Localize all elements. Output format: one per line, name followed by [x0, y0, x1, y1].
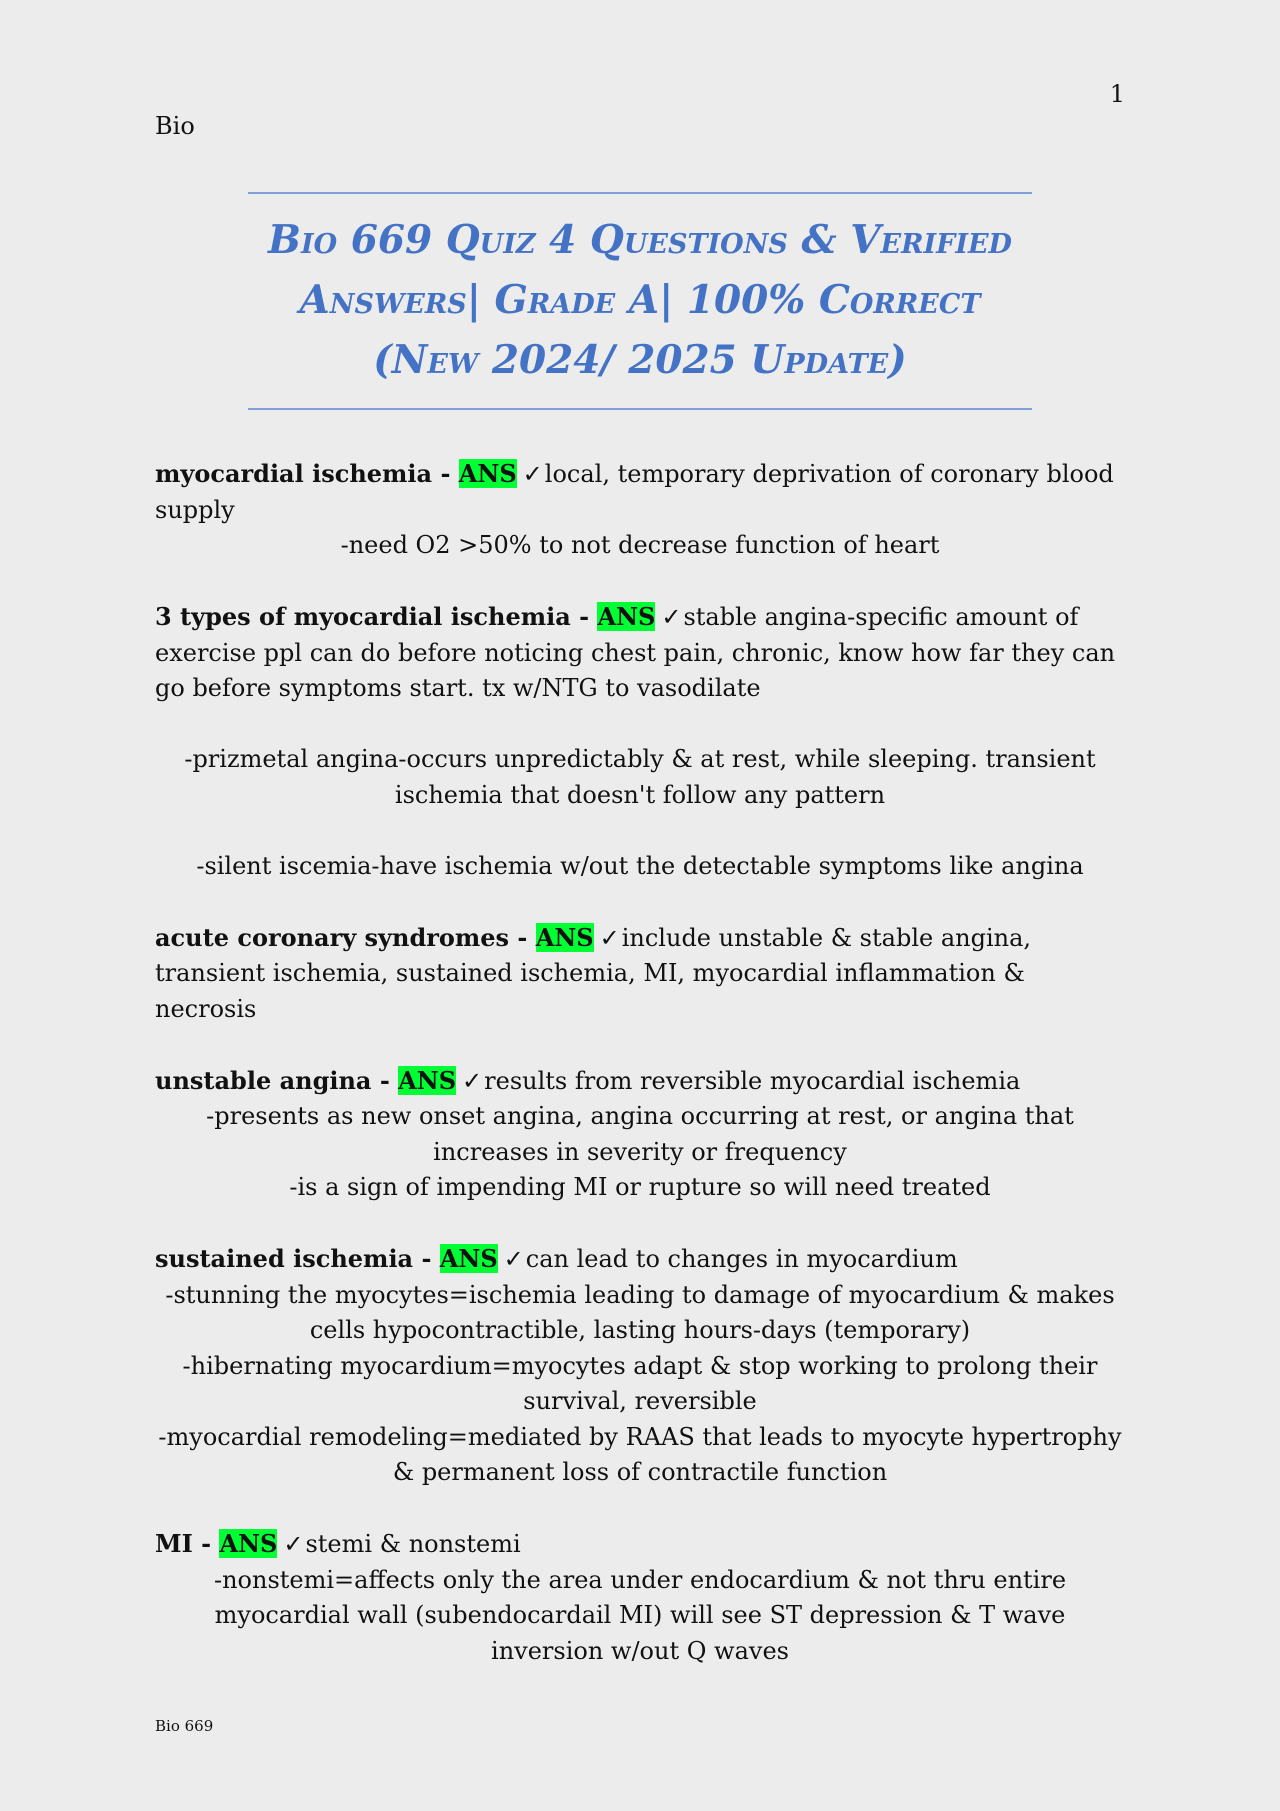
check-icon: ✓ — [503, 1245, 524, 1273]
qa-entry — [155, 1241, 1125, 1491]
title-line-1: Bio 669 Quiz 4 Questions & Verified — [268, 217, 1012, 263]
qa-entry — [155, 920, 1125, 1028]
qa-entry-head — [155, 456, 1125, 528]
title-line-3: (New 2024/ 2025 Update) — [373, 337, 907, 383]
answer-text: stemi & nonstemi — [305, 1530, 521, 1558]
qa-entry-head — [155, 920, 1125, 1028]
paragraph-gap — [155, 707, 1125, 743]
page-header: Bio — [155, 112, 195, 140]
term: myocardial ischemia - — [155, 459, 459, 488]
check-icon: ✓ — [462, 1066, 483, 1095]
check-icon: ✓ — [599, 923, 620, 952]
ans-badge: ANS — [439, 1244, 498, 1273]
detail-line: -is a sign of impending MI or rupture so will need treated — [289, 1173, 991, 1201]
ans-badge: ANS — [219, 1529, 278, 1558]
detail-line: -stunning the myocytes=ischemia leading to damage of myocardium & makes cells hypocontractible, lasting hours-days (temporary) — [165, 1280, 1115, 1344]
term: acute coronary syndromes - — [155, 922, 536, 952]
detail-line: -hibernating myocardium=myocytes adapt & stop working to prolong their survival, reversible — [182, 1351, 1098, 1415]
answer-text: stable angina-specific amount of exercise ppl can do before noticing chest pain, chronic, know how far they can go before symptoms start. tx w/NTG to vasodilate — [155, 603, 1116, 702]
qa-entry-head — [155, 1063, 1125, 1100]
detail-line: -myocardial remodeling=mediated by RAAS that leads to myocyte hypertrophy & permanent loss of contractile function — [158, 1422, 1122, 1486]
detail-line: -prizmetal angina-occurs unpredictably & at rest, while sleeping. transient ischemia that doesn't follow any pattern — [184, 745, 1096, 809]
check-icon: ✓ — [661, 603, 682, 631]
document-title — [248, 210, 1032, 390]
term: unstable angina - — [155, 1065, 399, 1095]
check-icon: ✓ — [283, 1530, 304, 1558]
detail-line: -silent iscemia-have ischemia w/out the detectable symptoms like angina — [196, 851, 1084, 880]
qa-entry-head — [155, 1241, 1125, 1278]
qa-entry-head — [155, 1526, 1125, 1563]
ans-badge: ANS — [458, 459, 517, 488]
title-line-2: Answers| Grade A| 100% Correct — [299, 277, 981, 323]
ans-badge: ANS — [597, 602, 656, 631]
qa-entry-head — [155, 599, 1125, 707]
title-block — [248, 192, 1032, 410]
qa-entry — [155, 1526, 1125, 1669]
ans-badge: ANS — [535, 922, 594, 952]
term: MI - — [155, 1529, 220, 1558]
check-icon: ✓ — [522, 460, 543, 488]
qa-content — [155, 456, 1125, 1705]
term: 3 types of myocardial ischemia - — [155, 602, 598, 631]
detail-line: -presents as new onset angina, angina occurring at rest, or angina that increases in severity or frequency — [206, 1102, 1074, 1166]
answer-text: local, temporary deprivation of coronary blood supply — [155, 460, 1114, 524]
term: sustained ischemia - — [155, 1244, 440, 1273]
detail-line: -nonstemi=affects only the area under endocardium & not thru entire myocardial wall (subendocardail MI) will see ST depression & T wave inversion w/out Q waves — [213, 1565, 1067, 1665]
answer-text: results from reversible myocardial ischemia — [484, 1066, 1021, 1095]
ans-badge: ANS — [398, 1065, 457, 1095]
qa-entry — [155, 1063, 1125, 1206]
answer-text: include unstable & stable angina, transient ischemia, sustained ischemia, MI, myocardial inflammation & necrosis — [155, 923, 1032, 1023]
page-footer: Bio 669 — [155, 1717, 214, 1735]
paragraph-gap — [155, 813, 1125, 849]
detail-line: -need O2 >50% to not decrease function of heart — [340, 531, 940, 559]
answer-text: can lead to changes in myocardium — [525, 1245, 958, 1273]
qa-entry — [155, 456, 1125, 564]
page-number: 1 — [1109, 80, 1125, 108]
qa-entry — [155, 599, 1125, 884]
